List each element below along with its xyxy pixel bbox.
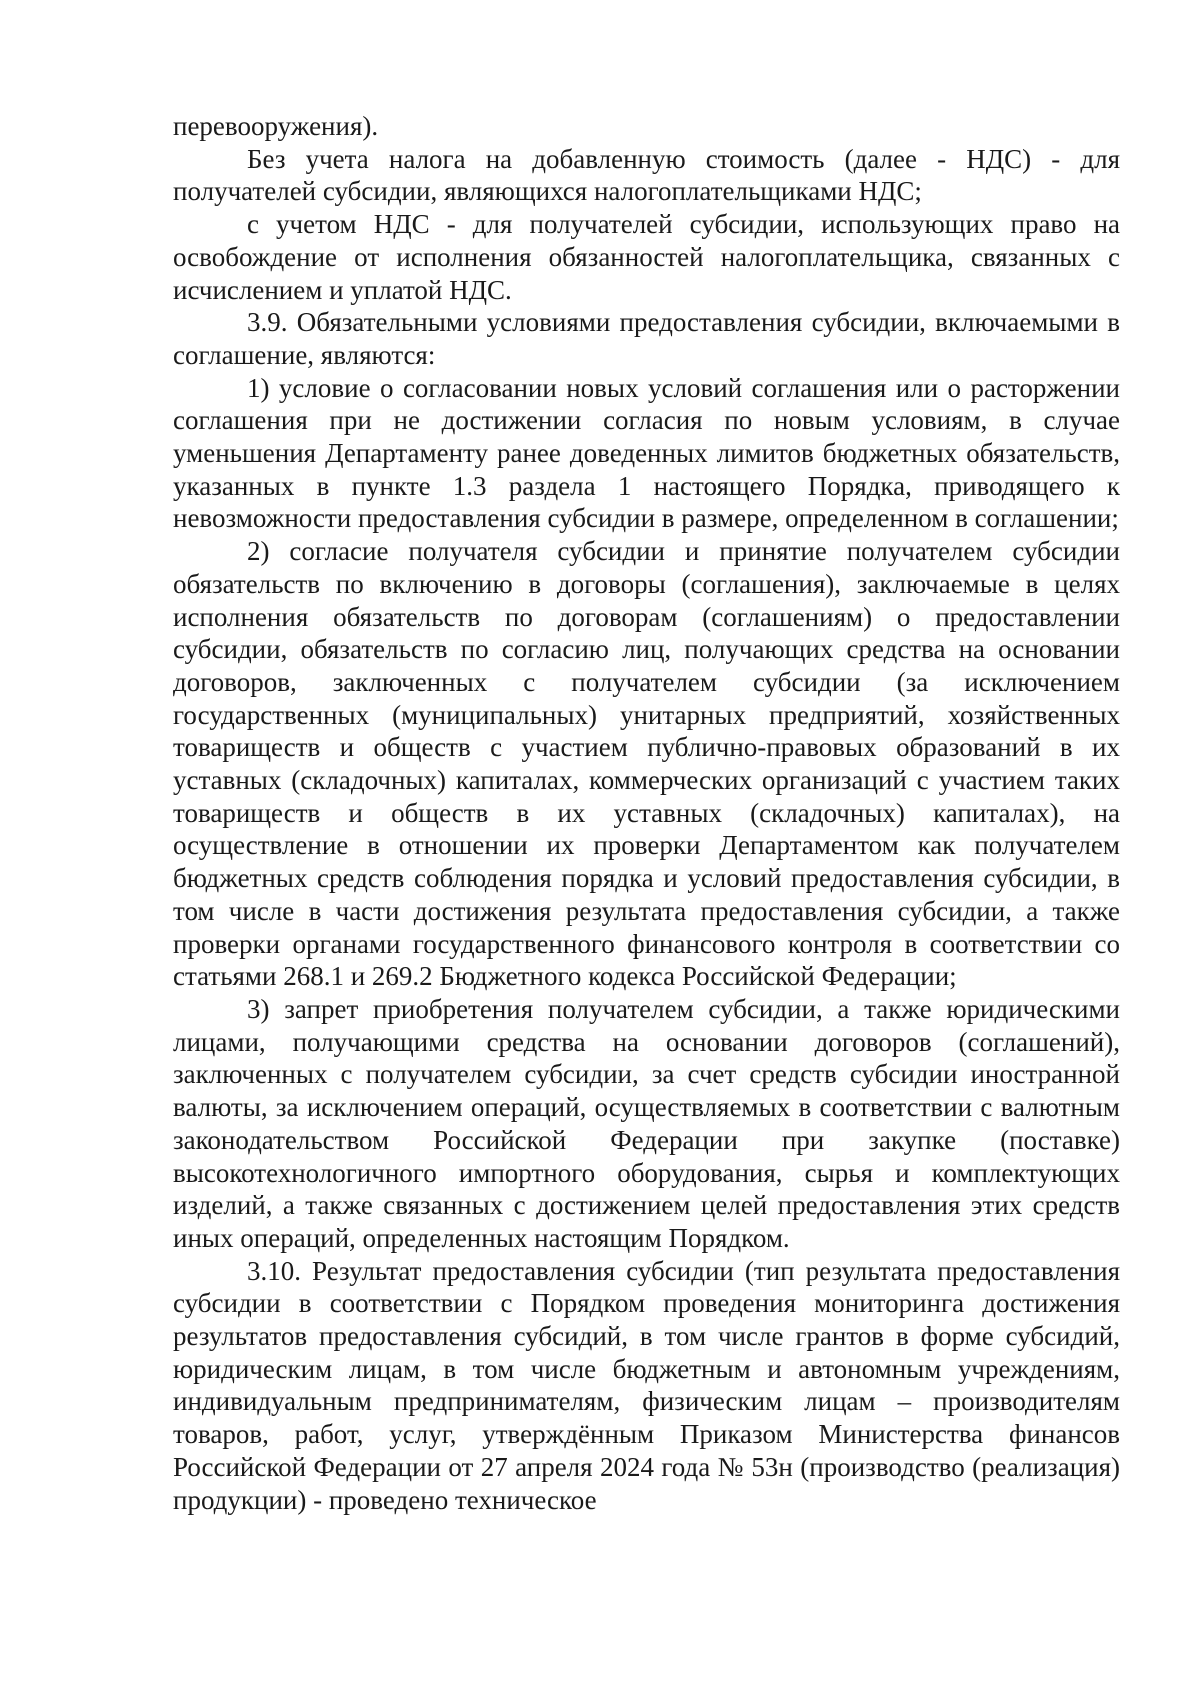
paragraph-condition-1: 1) условие о согласовании новых условий соглашения или о расторжении соглашения при не достижении согласия по новым условиям, в случае уменьшения Департаменту ранее доведенных лимитов бюджетных обязательств, указанных в пункте 1.3 раздела 1 настоящего Порядка, приводящего к невозможности предоставления субсидии в размере, определенном в соглашении; [173, 372, 1120, 534]
document-body [173, 110, 1120, 1516]
paragraph-condition-3: 3) запрет приобретения получателем субсидии, а также юридическими лицами, получающими средства на основании договоров (соглашений), заключенных с получателем субсидии, за счет средств субсидии иностранной валюты, за исключением операций, осуществляемых в соответствии с валютным законодательством Российской Федерации при закупке (поставке) высокотехнологичного импортного оборудования, сырья и комплектующих изделий, а также связанных с достижением целей предоставления этих средств иных операций, определенных настоящим Порядком. [173, 993, 1120, 1253]
paragraph-section-3-9: 3.9. Обязательными условиями предоставления субсидии, включаемыми в соглашение, являются: [173, 307, 1120, 370]
paragraph-vat-exclusion: Без учета налога на добавленную стоимость (далее - НДС) - для получателей субсидии, являющихся налогоплательщиками НДС; [173, 143, 1120, 207]
paragraph-section-3-10: 3.10. Результат предоставления субсидии (тип результата предоставления субсидии в соответствии с Порядком проведения мониторинга достижения результатов предоставления субсидий, в том числе грантов в форме субсидий, юридическим лицам, в том числе бюджетным и автономным учреждениям, индивидуальным предпринимателям, физическим лицам – производителям товаров, работ, услуг, утверждённым Приказом Министерства финансов Российской Федерации от 27 апреля 2024 года № 53н (производство (реализация) продукции) - проведено техническое [173, 1255, 1120, 1515]
paragraph-condition-2: 2) согласие получателя субсидии и принятие получателем субсидии обязательств по включению в договоры (соглашения), заключаемые в целях исполнения обязательств по договорам (соглашениям) о предоставлении субсидии, обязательств по согласию лиц, получающих средства на основании договоров, заключенных с получателем субсидии (за исключением государственных (муниципальных) унитарных предприятий, хозяйственных товариществ и обществ с участием публично-правовых образований в их уставных (складочных) капиталах, коммерческих организаций с участием таких товариществ и обществ в их уставных (складочных) капиталах), на осуществление в отношении их проверки Департаментом как получателем бюджетных средств соблюдения порядка и условий предоставления субсидии, в том числе в части достижения результата предоставления субсидии, а также проверки органами государственного финансового контроля в соответствии со статьями 268.1 и 269.2 Бюджетного кодекса Российской Федерации; [173, 536, 1120, 992]
paragraph-vat-inclusion: с учетом НДС - для получателей субсидии, использующих право на освобождение от исполнения обязанностей налогоплательщика, связанных с исчислением и уплатой НДС. [173, 209, 1120, 305]
paragraph-continuation: перевооружения). [173, 111, 379, 141]
